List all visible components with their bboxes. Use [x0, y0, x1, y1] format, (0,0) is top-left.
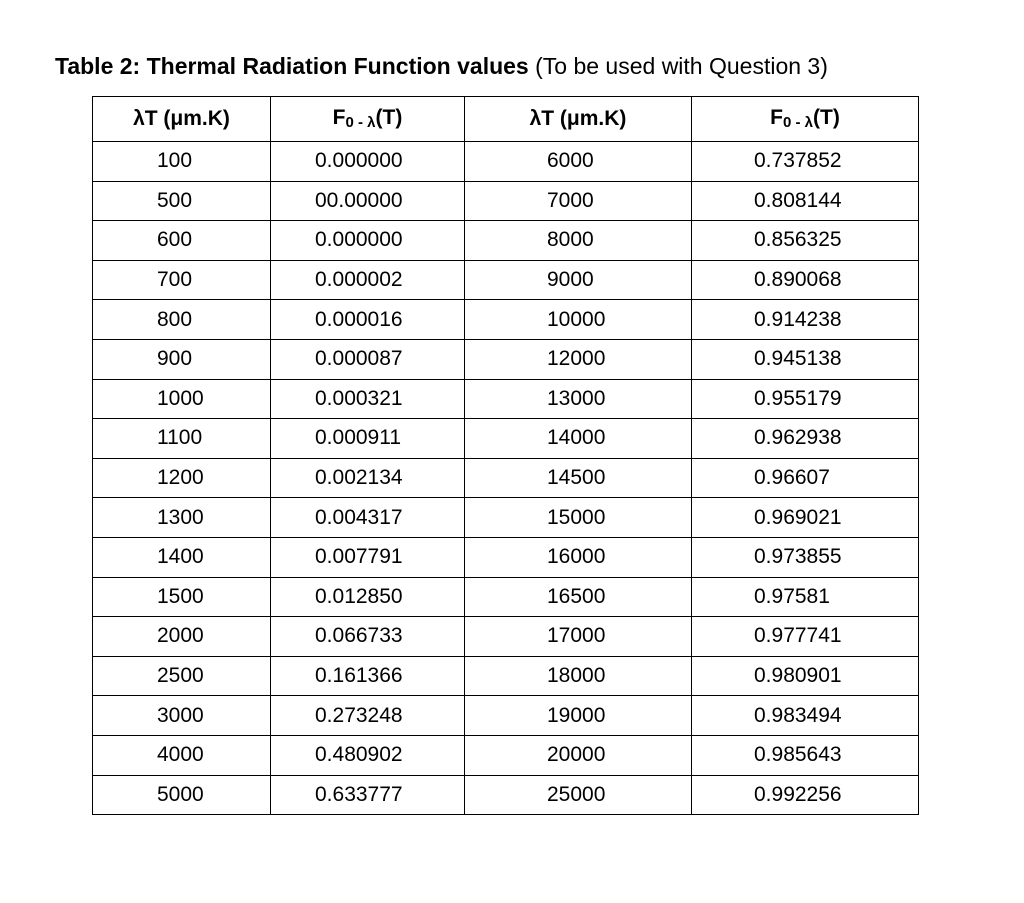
f-value-cell: 0.000002 [271, 260, 465, 300]
lambda-t-cell: 25000 [465, 775, 692, 815]
lambda-t-cell: 17000 [465, 617, 692, 657]
f-value-cell: 0.985643 [692, 735, 919, 775]
lambda-t-cell: 8000 [465, 221, 692, 261]
table-row [93, 696, 919, 736]
table-row [93, 300, 919, 340]
lambda-t-cell: 100 [93, 142, 271, 182]
f-value-cell: 0.890068 [692, 260, 919, 300]
table-row [93, 577, 919, 617]
f-value-cell: 0.983494 [692, 696, 919, 736]
f-value-cell: 0.000000 [271, 221, 465, 261]
lambda-t-cell: 600 [93, 221, 271, 261]
f-value-cell: 0.000000 [271, 142, 465, 182]
header-lambda-t-2: λT (μm.K) [465, 97, 692, 142]
table-caption-title: Table 2: Thermal Radiation Function values [55, 53, 529, 79]
f-value-cell: 0.980901 [692, 656, 919, 696]
header-lambda-t-1: λT (μm.K) [93, 97, 271, 142]
lambda-t-cell: 14500 [465, 458, 692, 498]
lambda-t-cell: 14000 [465, 419, 692, 459]
f-value-cell: 0.969021 [692, 498, 919, 538]
f-value-cell: 0.737852 [692, 142, 919, 182]
table-row [93, 142, 919, 182]
lambda-t-cell: 900 [93, 339, 271, 379]
header-f-1 [271, 97, 465, 142]
table-row [93, 498, 919, 538]
lambda-t-cell: 2500 [93, 656, 271, 696]
table-header-row [93, 97, 919, 142]
header-f-argument: (T) [375, 106, 403, 129]
lambda-t-cell: 2000 [93, 617, 271, 657]
header-f-argument: (T) [813, 106, 840, 129]
header-f-subscript: 0 - λ [782, 114, 813, 131]
lambda-t-cell: 12000 [465, 339, 692, 379]
f-value-cell: 0.004317 [271, 498, 465, 538]
f-value-cell: 0.000087 [271, 339, 465, 379]
lambda-t-cell: 1400 [93, 537, 271, 577]
f-value-cell: 0.066733 [271, 617, 465, 657]
lambda-t-cell: 7000 [465, 181, 692, 221]
f-value-cell: 0.161366 [271, 656, 465, 696]
table-row [93, 181, 919, 221]
table-row [93, 339, 919, 379]
f-value-cell: 0.945138 [692, 339, 919, 379]
f-value-cell: 0.856325 [692, 221, 919, 261]
thermal-radiation-table [92, 96, 919, 815]
table-row [93, 537, 919, 577]
f-value-cell: 0.962938 [692, 419, 919, 459]
lambda-t-cell: 800 [93, 300, 271, 340]
lambda-t-cell: 18000 [465, 656, 692, 696]
lambda-t-cell: 700 [93, 260, 271, 300]
f-value-cell: 0.914238 [692, 300, 919, 340]
lambda-t-cell: 1300 [93, 498, 271, 538]
table-caption-note: (To be used with Question 3) [528, 53, 828, 79]
lambda-t-cell: 1000 [93, 379, 271, 419]
f-value-cell: 00.00000 [271, 181, 465, 221]
table-row [93, 775, 919, 815]
lambda-t-cell: 15000 [465, 498, 692, 538]
lambda-t-cell: 16000 [465, 537, 692, 577]
table-row [93, 617, 919, 657]
f-value-cell: 0.955179 [692, 379, 919, 419]
lambda-t-cell: 13000 [465, 379, 692, 419]
lambda-t-cell: 500 [93, 181, 271, 221]
table-body [93, 142, 919, 815]
f-value-cell: 0.808144 [692, 181, 919, 221]
f-value-cell: 0.002134 [271, 458, 465, 498]
lambda-t-cell: 1100 [93, 419, 271, 459]
f-value-cell: 0.000321 [271, 379, 465, 419]
table-row [93, 221, 919, 261]
table-row [93, 379, 919, 419]
header-f-subscript: 0 - λ [345, 114, 376, 131]
lambda-t-cell: 1200 [93, 458, 271, 498]
lambda-t-cell: 10000 [465, 300, 692, 340]
f-value-cell: 0.012850 [271, 577, 465, 617]
f-value-cell: 0.480902 [271, 735, 465, 775]
f-value-cell: 0.007791 [271, 537, 465, 577]
lambda-t-cell: 4000 [93, 735, 271, 775]
f-value-cell: 0.977741 [692, 617, 919, 657]
lambda-t-cell: 19000 [465, 696, 692, 736]
table-row [93, 656, 919, 696]
table-caption [55, 52, 828, 80]
lambda-t-cell: 3000 [93, 696, 271, 736]
lambda-t-cell: 6000 [465, 142, 692, 182]
table-row [93, 260, 919, 300]
f-value-cell: 0.000016 [271, 300, 465, 340]
header-f-2 [692, 97, 919, 142]
f-value-cell: 0.992256 [692, 775, 919, 815]
header-f-symbol: F [332, 106, 346, 129]
lambda-t-cell: 1500 [93, 577, 271, 617]
lambda-t-cell: 20000 [465, 735, 692, 775]
lambda-t-cell: 5000 [93, 775, 271, 815]
lambda-t-cell: 16500 [465, 577, 692, 617]
table-row [93, 458, 919, 498]
table-row [93, 735, 919, 775]
f-value-cell: 0.973855 [692, 537, 919, 577]
f-value-cell: 0.000911 [271, 419, 465, 459]
f-value-cell: 0.633777 [271, 775, 465, 815]
lambda-t-cell: 9000 [465, 260, 692, 300]
f-value-cell: 0.96607 [692, 458, 919, 498]
header-f-symbol: F [770, 106, 783, 129]
table-row [93, 419, 919, 459]
f-value-cell: 0.97581 [692, 577, 919, 617]
f-value-cell: 0.273248 [271, 696, 465, 736]
